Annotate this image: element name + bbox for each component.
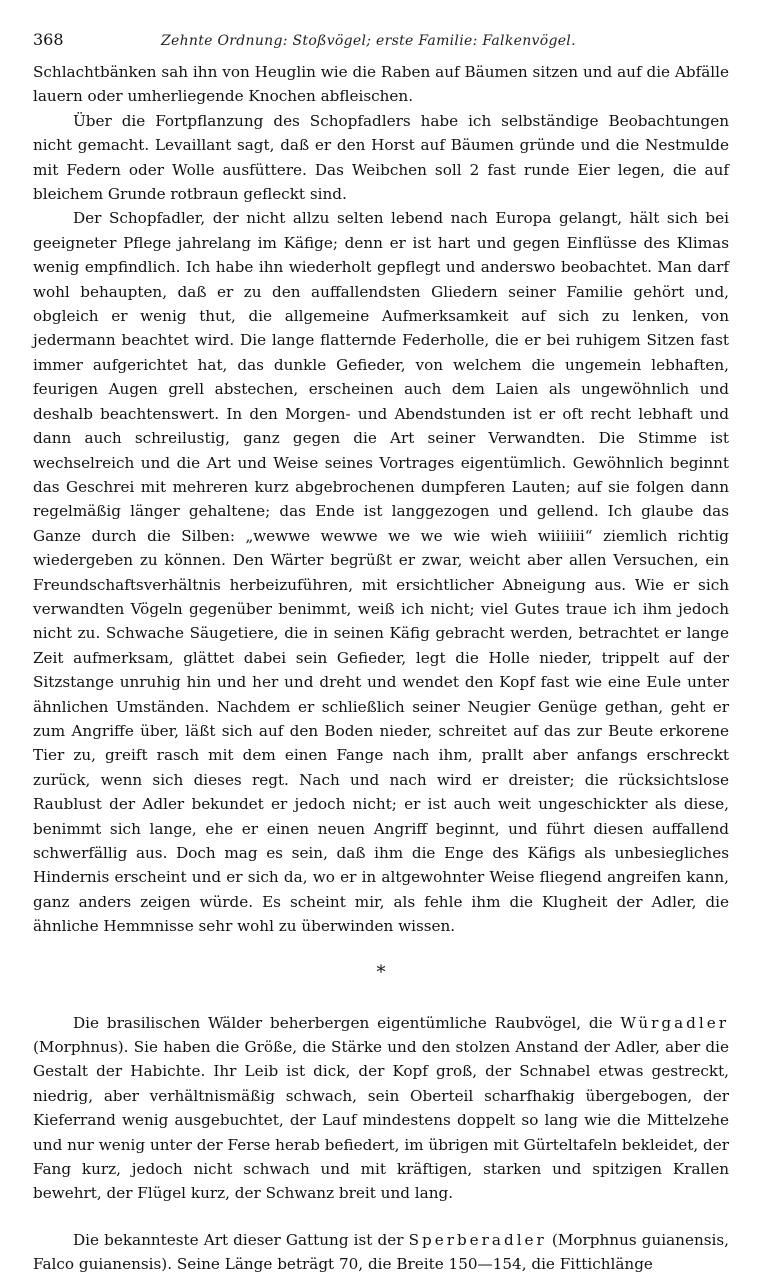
text-run: Die bekannteste Art dieser Gattung ist der (73, 1230, 409, 1249)
species-name: Sperberadler (408, 1230, 547, 1249)
running-head: Zehnte Ordnung: Stoßvögel; erste Familie: Falkenvögel. (161, 33, 576, 49)
paragraph-gap (33, 1206, 729, 1228)
page-header (33, 30, 729, 60)
section-separator: * (376, 961, 386, 983)
text-run: Die brasilischen Wälder beherbergen eigentümliche Raubvögel, die (73, 1013, 621, 1032)
paragraph-continued: Schlachtbänken sah ihn von Heuglin wie die Raben auf Bäumen sitzen und auf die Abfälle lauern oder umherliegende Knochen abfleischen. (33, 63, 729, 106)
page-number: 368 (33, 30, 64, 49)
body-text (33, 60, 729, 1277)
paragraph-reproduction: Über die Fortpflanzung des Schopfadlers habe ich selbständige Beobachtungen nicht gemacht. Levaillant sagt, daß er den Horst auf Bäumen gründe und die Nestmulde mit Federn oder Wolle ausfüttere. Das Weibchen soll 2 fast runde Eier legen, die auf bleichem Grunde rotbraun gefleckt sind. (33, 111, 729, 204)
paragraph-captivity: Der Schopfadler, der nicht allzu selten lebend nach Europa gelangt, hält sich bei geeigneter Pflege jahrelang im Käfige; denn er ist hart und gegen Einflüsse des Klimas wenig empfindlich. Ich habe ihn wiederholt gepflegt und anderswo beobachtet. Man darf wohl behaupten, daß er zu den auffallendsten Gliedern seiner Familie gehört und, obgleich er wenig thut, die allgemeine Aufmerksamkeit auf sich zu lenken, von jedermann beachtet wird. Die lange flatternde Federholle, die er bei ruhigem Sitzen fast immer aufgerichtet hat, das dunkle Gefieder, von welchem die ungemein lebhaften, feurigen Augen grell abstechen, erscheinen auch dem Laien als ungewöhnlich und deshalb beachtenswert. In den Morgen- und Abendstunden ist er oft recht lebhaft und dann auch schreilustig, ganz gegen die Art seiner Verwandten. Die Stimme ist wechselreich und die Art und Weise seines Vortrages eigentümlich. Gewöhnlich beginnt das Geschrei mit mehreren kurz abgebrochenen dumpferen Lauten; auf sie folgen dann regelmäßig länger gehaltene; das Ende ist langgezogen und gellend. Ich glaube das Ganze durch die Silben: „wewwe wewwe we we wie wieh wiiiiiii“ ziemlich richtig wiedergeben zu können. Den Wärter begrüßt er zwar, weicht aber allen Versuchen, ein Freundschaftsverhältnis herbeizuführen, mit ersichtlicher Abneigung aus. Wie er sich verwandten Vögeln gegenüber benimmt, weiß ich nicht; viel Gutes traue ich ihm jedoch nicht zu. Schwache Säugetiere, die in seinen Käfig gebracht werden, betrachtet er lange Zeit aufmerksam, glättet dabei sein Gefieder, legt die Holle nieder, trippelt auf der Sitzstange unruhig hin und her und dreht und wendet den Kopf fast wie eine Eule unter ähnlichen Umständen. Nachdem er schließlich seiner Neugier Genüge gethan, geht er zum Angriffe über, läßt sich auf den Boden nieder, schreitet auf das zur Beute erkorene Tier zu, greift rasch mit dem einen Fange nach ihm, prallt aber anfangs erschreckt zurück, wenn sich dieses regt. Nach und nach wird er dreister; die rücksichtslose Raublust der Adler bekundet er jedoch nicht; er ist auch weit ungeschickter als diese, benimmt sich lange, ehe er einen neuen Angriff beginnt, und führt diesen auffallend schwerfällig aus. Doch mag es sein, daß ihm die Enge des Käfigs als unbesiegliches Hindernis erscheint und er sich da, wo er in altgewohnter Weise fliegend angreifen kann, ganz anders zeigen würde. Es scheint mir, als fehle ihm die Klugheit der Adler, die ähnliche Hemmnisse sehr wohl zu überwinden wissen. (33, 209, 729, 936)
text-run: (Morphnus guianensis, Falco guianensis). Seine Länge beträgt 70, die Breite 150—154, die Fittichlänge (33, 1230, 729, 1274)
paragraph-genus-morphnus (33, 1011, 729, 1206)
genus-name: Würgadler (620, 1013, 729, 1032)
paragraph-species (33, 1228, 729, 1277)
text-run: (Morphnus). Sie haben die Größe, die Stärke und den stolzen Anstand der Adler, aber die Gestalt der Habichte. Ihr Leib ist dick, der Kopf groß, der Schnabel etwas gestreckt, niedrig, aber verhältnismäßig schwach, sein Oberteil scharfhakig übergebogen, der Kieferrand wenig ausgebuchtet, der Lauf mindestens doppelt so lang wie die Mittelzehe und nur wenig unter der Ferse herab befiedert, im übrigen mit Gürteltafeln bekleidet, der Fang kurz, jedoch nicht schwach und mit kräftigen, starken und spitzigen Krallen bewehrt, der Flügel kurz, der Schwanz breit und lang. (33, 1038, 729, 1203)
